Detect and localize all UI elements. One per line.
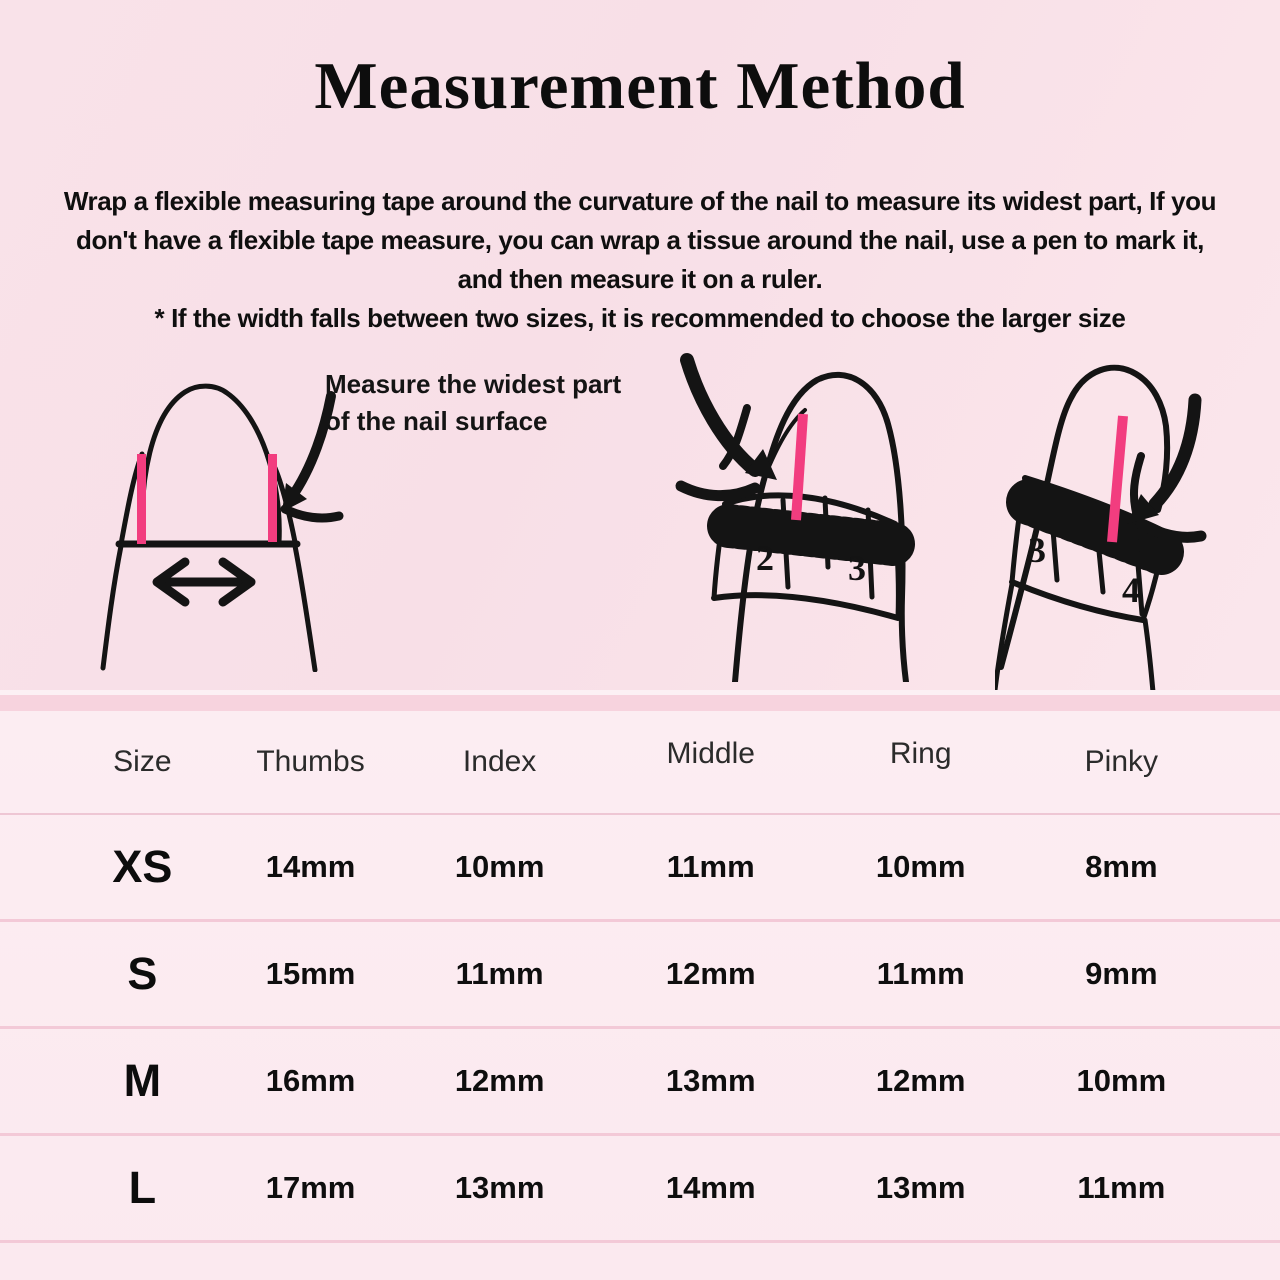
index-value: 10mm (454, 849, 545, 884)
page-title: Measurement Method (314, 49, 966, 123)
curved-arrow-swoosh (285, 509, 339, 518)
col-header-ring: Ring (889, 737, 952, 770)
ruler-number: 4 (1122, 570, 1140, 610)
pinky-value: 8mm (1085, 849, 1158, 884)
middle-value: 13mm (665, 1063, 756, 1098)
curved-arrow-tail (291, 396, 331, 498)
finger-edge-bottom-right (295, 546, 315, 670)
table-row-xs (0, 815, 1280, 922)
tape-major-tick-2 (825, 498, 828, 567)
size-table-header-row (0, 711, 1280, 815)
pinky-value: 10mm (1076, 1063, 1167, 1098)
table-row-m (0, 1029, 1280, 1136)
curved-arrow-swoosh (681, 486, 755, 496)
ring-value: 13mm (875, 1170, 966, 1205)
ruler-number: 3 (1028, 530, 1046, 570)
double-arrow-icon (157, 562, 251, 602)
diagram-caption (325, 366, 621, 440)
ring-value: 11mm (876, 956, 965, 991)
size-table (0, 711, 1280, 1280)
finger-edge-bottom-left (103, 546, 121, 668)
table-row-l (0, 1136, 1280, 1243)
intro-paragraph (0, 182, 1280, 338)
size-label: S (127, 948, 158, 999)
col-header-size: Size (113, 745, 172, 778)
thumbs-value: 14mm (265, 849, 356, 884)
col-header-middle: Middle (666, 737, 755, 770)
table-row-s (0, 922, 1280, 1029)
diagram-finger-tape-right (995, 352, 1280, 692)
intro-note: * If the width falls between two sizes, it is recommended to choose the larger size (154, 303, 1126, 333)
nail-outline (142, 386, 279, 542)
thumbs-value: 16mm (265, 1063, 356, 1098)
thumbs-value: 15mm (265, 956, 356, 991)
diagram-caption-line-2: of the nail surface (325, 406, 548, 436)
pinky-value: 9mm (1085, 956, 1158, 991)
pink-width-mark (796, 414, 803, 520)
pink-width-mark-left (137, 454, 146, 544)
size-label: L (128, 1162, 157, 1213)
size-label: XS (112, 841, 173, 892)
diagram-caption-line-1: Measure the widest part (325, 369, 622, 399)
section-divider (0, 690, 1280, 711)
intro-line-2: don't have a flexible tape measure, you can wrap a tissue around the nail, use a pen to mark it, (75, 225, 1204, 255)
middle-value: 12mm (665, 956, 756, 991)
size-label: M (123, 1055, 162, 1106)
ring-value: 12mm (875, 1063, 966, 1098)
ruler-number: 3 (848, 548, 866, 588)
ring-value: 10mm (875, 849, 966, 884)
intro-line-1: Wrap a flexible measuring tape around the curvature of the nail to measure its widest part, If you (63, 186, 1217, 216)
curved-arrow-icon (681, 360, 777, 496)
curved-arrow-icon (282, 396, 339, 518)
ruler-number: 2 (756, 538, 774, 578)
diagram-finger-front (85, 372, 355, 672)
pinky-value: 11mm (1077, 1170, 1166, 1205)
thumbs-value: 17mm (265, 1170, 356, 1205)
pink-width-mark-right (268, 454, 277, 542)
middle-value: 11mm (666, 849, 755, 884)
intro-line-3: and then measure it on a ruler. (457, 264, 823, 294)
col-header-pinky: Pinky (1084, 745, 1159, 778)
col-header-thumbs: Thumbs (256, 745, 365, 778)
index-value: 12mm (454, 1063, 545, 1098)
index-value: 13mm (454, 1170, 545, 1205)
middle-value: 14mm (665, 1170, 756, 1205)
col-header-index: Index (462, 745, 537, 778)
index-value: 11mm (455, 956, 544, 991)
diagram-finger-tape-left (665, 352, 945, 682)
finger-edge-bottom-right (1145, 620, 1153, 692)
